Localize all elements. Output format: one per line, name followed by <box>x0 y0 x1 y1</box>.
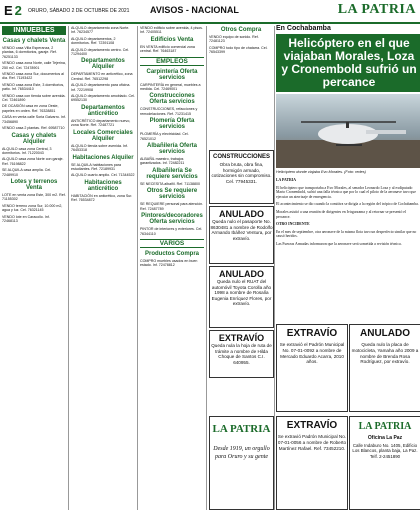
subcategory-heading: Otros Se requiere servicios <box>146 188 198 201</box>
classified-ad: VENDO edificio sobre avenida, 4 pisos. Inf. 72405511 <box>140 26 203 35</box>
classified-ad: VENDO casa Villa Esperanza, 2 plantas, 6 dormitorios, garaje. Ref. 76251133 <box>2 46 57 59</box>
category-heading: EMPLEOS <box>140 57 204 66</box>
subcategory-heading: Casas y chalets Alquiler <box>11 132 57 145</box>
article-paragraph: Morales asistió a una reunión de dirigentes en Ivirgarzama y al retornar se presentó el percance. <box>276 209 407 219</box>
classified-ad: DEPARTAMENTO en anticrético, zona Central. Ref. 76512298 <box>71 72 133 81</box>
article-subtitle: OTRO INCIDENTE <box>276 222 310 227</box>
subcategory-heading: Edificios Venta <box>150 36 194 43</box>
classified-ad: CARPINTERÍA en general, muebles a medida. Cel. 72469001 <box>140 82 201 92</box>
column-divider <box>206 26 207 510</box>
subcategory-heading: Albañilería Oferta servicios <box>146 143 197 156</box>
category-banner: INMUEBLES <box>2 26 66 35</box>
promo-logo: LA PATRIA <box>212 423 271 435</box>
subcategory-heading: Construcciones Oferta servicios <box>149 93 195 106</box>
helicopter-icon <box>276 94 420 168</box>
subcategory-heading: Casas y chalets Venta <box>2 38 66 44</box>
section-title: AVISOS - NACIONAL <box>150 5 239 15</box>
subcategory-heading: Lotes y terrenos Venta <box>10 178 58 191</box>
page-number: E 2 <box>4 3 22 18</box>
office-title: Oficina La Paz <box>367 435 403 441</box>
article-headline: Helicóptero en el que viajaban Morales, Loza y Cronembold sufrió un percance <box>276 34 420 92</box>
ad-box-construcciones: CONSTRUCCIONES Obra bruta, obra fina, hormigón armado, cotizaciones sin compromiso. Cel. 77945331. <box>209 150 274 204</box>
subcategory-heading: Otros Compra <box>220 27 262 33</box>
classified-ad: DE OCASIÓN casa en zona Oeste, papeles en orden. Ref. 76328851 <box>2 104 59 113</box>
promo-box <box>209 416 274 510</box>
classified-ad: ALQUILO departamentos, 2 dormitorios. Ref. 72391108 <box>71 36 116 46</box>
article-paragraph: En el mes de septiembre, otra aeronave de la misma flota tuvo un desperfecto similar que no causó heridos. <box>276 229 417 239</box>
classified-ad: COMPRO todo tipo de chatarra. Cel. 76543399 <box>209 45 268 55</box>
classified-ad: ALQUILO casa zona Central, 3 dormitorios. Inf. 71220043 <box>2 146 52 155</box>
classified-ad: COMPRO muebles usados en buen estado. Inf. 72478812 <box>140 258 198 268</box>
classified-ad: VENDO casa zona Norte, calle Tejerina, 250 m2. Cel. 72478901 <box>2 61 66 70</box>
issue-date: ORURO, SÁBADO 2 DE OCTUBRE DE 2021 <box>28 8 130 14</box>
classified-ad: ALQUILO departamento amoblado. Cel. 69552130 <box>71 94 135 103</box>
classified-ad: VENDO casa con tienda sobre avenida. Cel. 72461890 <box>2 93 66 103</box>
classified-ad: VENDO terreno zona Sur, 10.000 m2, agua y luz. Cel. 76321145 <box>2 203 63 213</box>
column-divider <box>274 26 275 510</box>
classified-ad: ANTICRÉTICO departamento nuevo, zona Norte. Ref. 72487721 <box>71 118 131 128</box>
photo-caption: Helicóptero donde viajaba Evo Morales. (Foto: redes) <box>276 170 366 174</box>
newspaper-logo: LA PATRIA <box>337 2 416 17</box>
subcategory-heading: Departamentos Alquiler <box>81 58 125 71</box>
article-body <box>276 178 420 250</box>
ad-box-anulado-pasaporte: ANULADO Queda nulo el pasaporte No. 8630481 a nombre de Rodolfo Armando Ibáñez Ventura, por extravío. <box>209 206 274 264</box>
helicopter-photo <box>276 94 420 168</box>
ad-box-extravio-hoja-ruta: EXTRAVÍO Queda nula la hoja de ruta de trámite a nombre de Hilda Choque de Santos C.I. 640955. <box>209 330 274 378</box>
subcategory-heading: Locales Comerciales Alquiler <box>73 129 133 142</box>
subcategory-heading: Pintores/decoradores Oferta servicios <box>141 213 203 226</box>
classifieds-column-1 <box>2 26 66 510</box>
subcategory-heading: Albañilería Se requiere servicios <box>146 167 198 180</box>
office-box <box>349 416 420 510</box>
promo-tagline: Desde 1919, un orgullo para Oruro y su gente <box>213 446 270 460</box>
article-kicker: En Cochabamba <box>276 25 331 32</box>
classified-ad: VENDO casa 2 plantas. Ref. 69587710 <box>2 126 65 131</box>
subcategory-heading: Habitaciones Alquiler <box>72 154 134 161</box>
classified-ad: PLOMERÍA y electricidad. Cel. 76521012 <box>140 132 189 141</box>
article-paragraph: El helicóptero que transportaba a Evo Morales, al senador Leonardo Loza y al exdiputado Mario Cronembold, sufrió una falla técnica que por lo cual el piloto de la aeronave tuvo que ejecutar un aterrizaje de emergencia. <box>276 185 416 199</box>
classified-ad: VENDO casa zona Sur, documentos al día. Ref. 71193422 <box>2 72 64 81</box>
classified-ad: SE NECESITA albañil. Ref. 71138800 <box>140 181 200 186</box>
subcategory-heading: Plomería Oferta servicios <box>149 118 195 131</box>
ad-box-anulado-ruat: ANULADO Queda nulo el RUAT del automóvil Toyota Corolla año 1998 a nombre de Rosalía Eugenia Enríquez Flores, por extravío. <box>209 266 274 328</box>
article-paragraph: El acontecimiento se dio cuando la comitiva se dirigía a la región del trópico de Cochabamba. <box>276 202 419 207</box>
column-divider <box>68 26 69 510</box>
classified-ad: SE ALQUILA casa amplia. Cel. 72489910 <box>2 168 52 177</box>
ad-box-extravio-padron-1: EXTRAVÍO Se extravió el Padrón Municipal No. 07-01-0092 a nombre de Mercado Eduardo Acarra, 2010 años. <box>276 324 348 412</box>
classified-ad: ALQUILO tienda sobre avenida. Inf. 76453318 <box>71 143 128 153</box>
classified-ad: ALQUILO casa zona Norte con garaje. Ref. 76198822 <box>2 157 64 166</box>
classified-ad: EN VENTA edificio comercial zona central. Ref. 76463187 <box>140 44 195 54</box>
classified-ad: SE REQUIERE personal para atención. Ref. 72487789 <box>140 202 204 211</box>
classified-ad: ALQUILO departamento para oficina. Inf. 72219908 <box>71 83 131 92</box>
subcategory-heading: Productos Compra <box>144 250 199 257</box>
classified-ad: CASA en venta calle Soria Galvarro. Inf. 73456890 <box>2 115 66 124</box>
office-logo: LA PATRIA <box>358 421 412 432</box>
classified-ad: VENDO casa zona Este, 3 dormitorios, patio. Inf. 76534410 <box>2 82 65 92</box>
classified-ad: VENDO equipo de sonido. Ref. 72481123 <box>209 35 259 44</box>
classified-ad: ALQUILO departamento zona Norte. Inf. 76234577 <box>71 26 130 35</box>
classified-ad: HABITACIÓN en anticrético, zona Sur. Ref. 76534872 <box>71 193 133 203</box>
classified-ad: SE ALQUILA habitaciones para estudiantes. Ref. 72189931 <box>71 162 121 171</box>
classified-ad: ALQUILO departamento centro. Cel. 71294400 <box>71 47 130 57</box>
classified-ad: ALQUILO cuarto amplio. Cel. 71344522 <box>71 173 135 178</box>
article-source: LA PATRIA <box>276 178 297 182</box>
subcategory-heading: Departamentos anticrético <box>81 104 125 117</box>
classified-ad: VENDO lote en Caracollo. Inf. 72468113 <box>2 214 50 223</box>
classifieds-column-2 <box>71 26 135 510</box>
classified-ad: CONSTRUCCIONES, refacciones y remodelaciones. Ref. 71231415 <box>140 107 198 116</box>
article-paragraph: Las Fuerzas Armadas informaron que la aeronave será sometida a revisión técnica. <box>276 241 402 246</box>
classified-ad: LOTE en venta zona Este, 300 m2. Ref. 71155302 <box>2 192 66 202</box>
classifieds-column-3 <box>140 26 204 510</box>
office-address: Calle Indaburo No. 1405, Edificio Los Blancos, planta baja, La Paz. Telf. 2-2451890 <box>352 443 418 459</box>
subcategory-heading: Carpintería Oferta servicios <box>146 68 198 81</box>
column-divider <box>137 26 138 510</box>
ad-box-extravio-padron-2: EXTRAVÍO Se extravió Padrón Municipal No. 07-01-0056 a nombre de Roberto Martínez Rafael. Ref. 73452210. <box>276 416 348 510</box>
page-header <box>0 0 420 24</box>
classified-ad: PINTOR de interiores y exteriores. Cel. 76344110 <box>140 227 203 236</box>
subcategory-heading: Habitaciones anticrético <box>84 179 122 192</box>
category-heading: VARIOS <box>140 239 204 248</box>
classified-ad: ALBAÑIL maestro, trabajos garantizados. Inf. 72482211 <box>140 157 185 166</box>
ad-box-anulado-placa: ANULADO Queda nulo la placa de motocicleta, Yamaha año 2009 a nombre de Brenda Rosa Rodríguez, por extravío. <box>349 324 420 412</box>
